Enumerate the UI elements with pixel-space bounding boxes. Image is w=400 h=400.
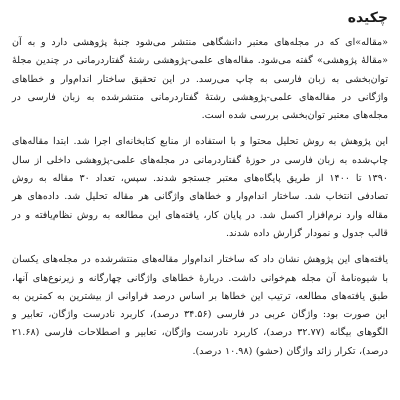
abstract-paragraph-intro: «مقاله»ای که در مجله‌های معتبر دانشگاهی منتشر می‌شود جنبهٔ پژوهشی دارد و به آن «مقالهٔ پژوهشی» گفته می‌شود. مقاله‌های علمی-پژوهشی رشتهٔ گفتاردرمانی در چندین مجلهٔ توان‌بخشی به زبان فارسی به چاپ می‌رسد. در این تحقیق ساختار اندام‌وار و خطاهای واژگانی در مقاله‌های علمی-پژوهشی رشتهٔ گفتاردرمانی منتشرشده به زبان فارسی در مجله‌های معتبر توان‌بخشی بررسی شده است. (12, 37, 388, 122)
abstract-paragraph-results: یافته‌های این پژوهش نشان داد که ساختار اندام‌وار مقاله‌های منتشرشده در مجله‌های یکسان با شیوه‌نامهٔ آن مجله هم‌خوانی داشت. دربارهٔ خطاهای واژگانی چهارگانه و زیرنوع‌های آنها، طبق یافته‌های مطالعه، ترتیب این خطاها بر اساس درصد فراوانی از بیشترین به کمترین به این صورت بود: واژگان عربی در فارسی (۳۴.۵۶ درصد)، کاربرد نادرست واژگان، تعابیر و الگوهای بیگانه (۳۲.۷۷ درصد)، کاربرد نادرست واژگان، تعابیر و اصطلاحات فارسی (۲۱.۶۸ درصد)، تکرار زائد واژگان (حشو) (۱۰.۹۸ درصد). (12, 254, 388, 357)
abstract-heading: چکیده (347, 10, 388, 26)
abstract-paragraph-method: این پژوهش به روش تحلیل محتوا و با استفاده از منابع کتابخانه‌ای اجرا شد. ابتدا مقاله‌های چاپ‌شده به زبان فارسی در حوزهٔ گفتاردرمانی در مجله‌های علمی-پژوهشی داخلی از سال ۱۳۹۰ تا ۱۴۰۰ از طریق پایگاه‌های معتبر جستجو شدند. سپس، تعداد ۳۰ مقاله به روش تصادفی انتخاب شد. ساختار اندام‌وار و خطاهای واژگانی هر مقاله تحلیل شد. داده‌های هر مقاله وارد نرم‌افزار اکسل شد. در پایان کار، یافته‌های این مطالعه به روش نظام‌یافته و در قالب جدول و نمودار گزارش داده شدند. (12, 136, 389, 239)
